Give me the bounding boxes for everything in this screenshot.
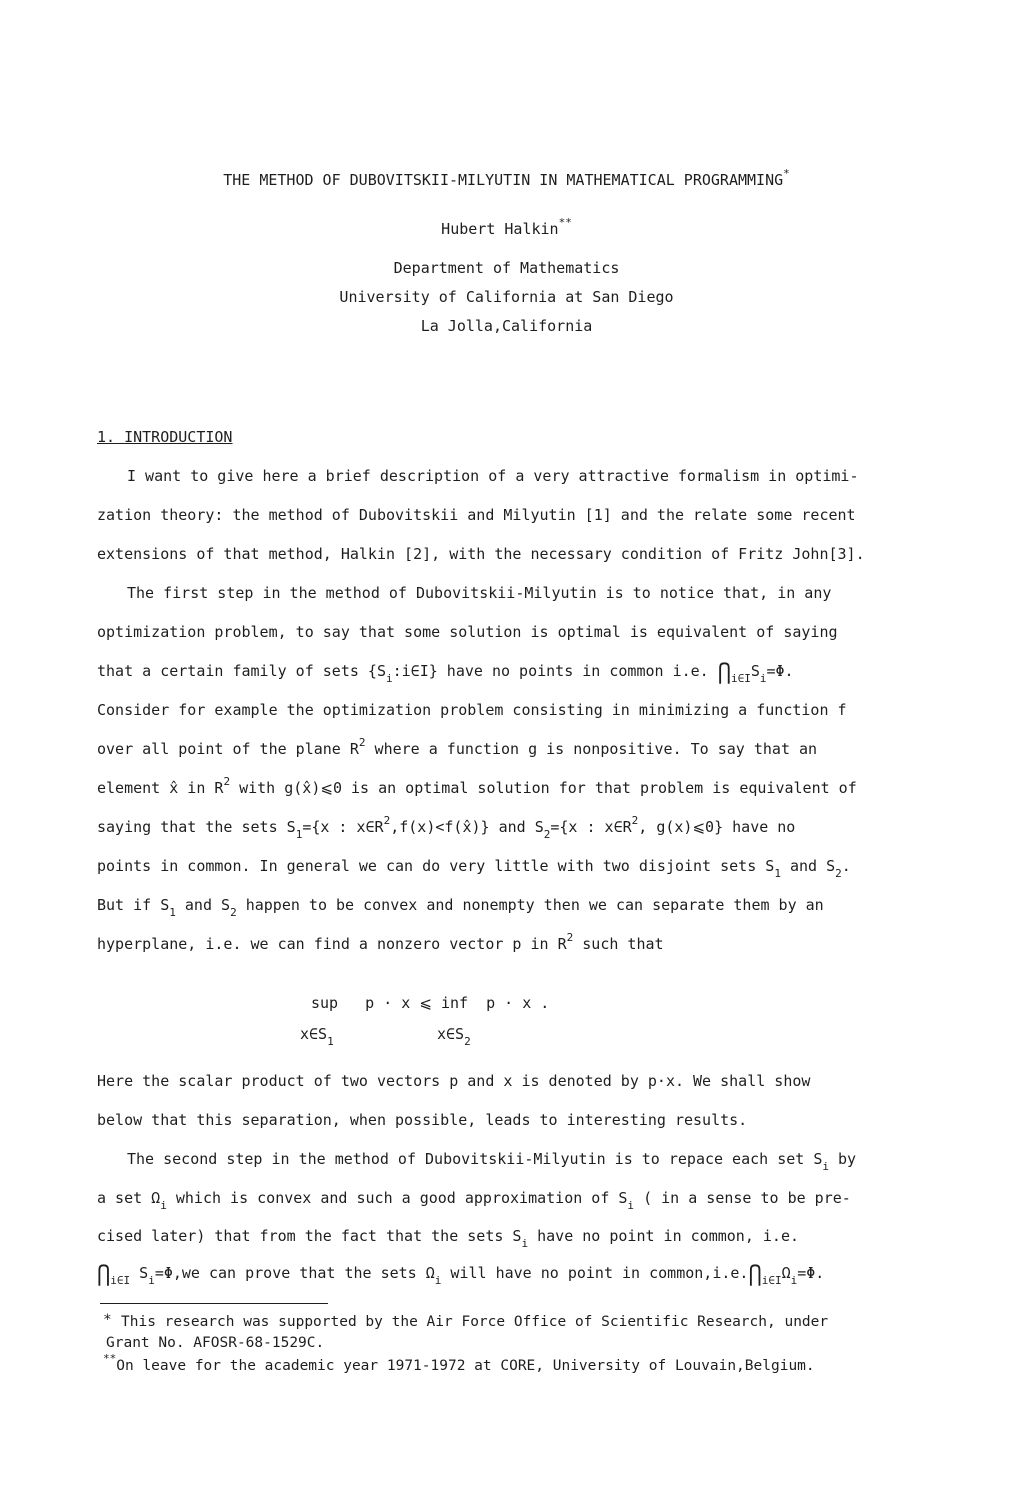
- equation-inf-subscript: $x\in S_2$: [437, 1025, 471, 1048]
- body-line-13: hyperplane, i.e. we can find a nonzero vector p in $R^2$ such that: [97, 931, 664, 953]
- body-line-6: that a certain family of sets $\{S_i:i\in I\}$ have no points in common i.e. $⋂_{i\in I}S_i=\Phi$.: [97, 660, 794, 685]
- title-text: THE METHOD OF DUBOVITSKII-MILYUTIN IN MATHEMATICAL PROGRAMMING: [223, 171, 784, 189]
- body-line-10: saying that the sets $S_1=\{x$ : $x\in R^2,f(x)<f(x̂)$} and $S_2=\{x$ : $x\in R^2$, g(x)⩽0} have no: [97, 814, 796, 841]
- footnote-1-mark: *: [103, 1312, 112, 1328]
- body-line-15: below that this separation, when possible, leads to interesting results.: [97, 1111, 748, 1129]
- equation-top: sup p · x ⩽ inf p · x .: [311, 994, 550, 1012]
- paper-title: [0, 167, 1013, 190]
- body-line-18: cised later) that from the fact that the sets $S_i$ have no point in common, i.e.: [97, 1227, 800, 1250]
- body-line-19: $⋂_{i\in I}$ $S_i=\Phi,we$ can prove that the sets $\Omega_i$ will have no point in $common,i.e.⋂_{i\in I}\Omega_i=\Phi$.: [97, 1262, 825, 1287]
- equation-sup-subscript: $x\in S_1$: [300, 1025, 334, 1048]
- section-heading: 1. INTRODUCTION: [97, 428, 233, 446]
- author-footnote-mark: **: [558, 216, 572, 229]
- footnote-1-line-1: This research was supported by the Air Force Office of Scientific Research, under: [121, 1314, 829, 1330]
- body-line-9: element x̂ in $R^2$ with g(x̂)⩽0 is an optimal solution for that problem is equivalent of: [97, 775, 857, 797]
- body-line-7: Consider for example the optimization problem consisting in minimizing a function f: [97, 701, 847, 719]
- footnote-2-text: On leave for the academic year 1971-1972 at CORE, University of Louvain,Belgium.: [116, 1358, 815, 1374]
- body-line-1: I want to give here a brief description of a very attractive formalism in optimi-: [127, 467, 859, 485]
- author-line: [0, 216, 1013, 239]
- body-line-4: The first step in the method of Dubovitskii-Milyutin is to notice that, in any: [127, 584, 832, 602]
- affiliation-university: University of California at San Diego: [339, 288, 674, 306]
- body-line-16: The second step in the method of Dubovitskii-Milyutin is to repace each set $S_i$ by: [127, 1150, 857, 1173]
- body-line-3: extensions of that method, Halkin [2], with the necessary condition of Fritz John[3].: [97, 545, 865, 563]
- footnote-2-mark: **: [103, 1352, 117, 1365]
- intersection-symbol: ⋂: [717, 660, 731, 685]
- footnote-1-line-2: Grant No. AFOSR-68-1529C.: [106, 1335, 325, 1351]
- body-line-12: But if $S_1$ and $S_2$ happen to be convex and nonempty then we can separate them by an: [97, 896, 824, 919]
- body-line-11: points in common. In general we can do very little with two disjoint sets $S_1$ and $S_2$.: [97, 857, 851, 880]
- footnote-divider: [100, 1303, 328, 1304]
- body-line-5: optimization problem, to say that some solution is optimal is equivalent of saying: [97, 623, 838, 641]
- intersection-symbol: ⋂: [97, 1262, 111, 1287]
- body-line-14: Here the scalar product of two vectors p and x is denoted by p·x. We shall show: [97, 1072, 811, 1090]
- body-line-17: a set $\Omega_i$ which is convex and such a good approximation of $S_i$ ( in a sense to be pre-: [97, 1189, 851, 1212]
- body-line-2: zation theory: the method of Dubovitskii and Milyutin [1] and the relate some recent: [97, 506, 856, 524]
- affiliation-department: Department of Mathematics: [393, 259, 620, 277]
- title-footnote-mark: *: [783, 167, 790, 180]
- body-line-8: over all point of the plane $R^2$ where a function g is nonpositive. To say that an: [97, 736, 818, 758]
- affiliation-location: La Jolla,California: [420, 317, 593, 335]
- author-name: Hubert Halkin: [441, 220, 559, 238]
- intersection-symbol: ⋂: [748, 1262, 762, 1287]
- footnote-2: [103, 1352, 815, 1376]
